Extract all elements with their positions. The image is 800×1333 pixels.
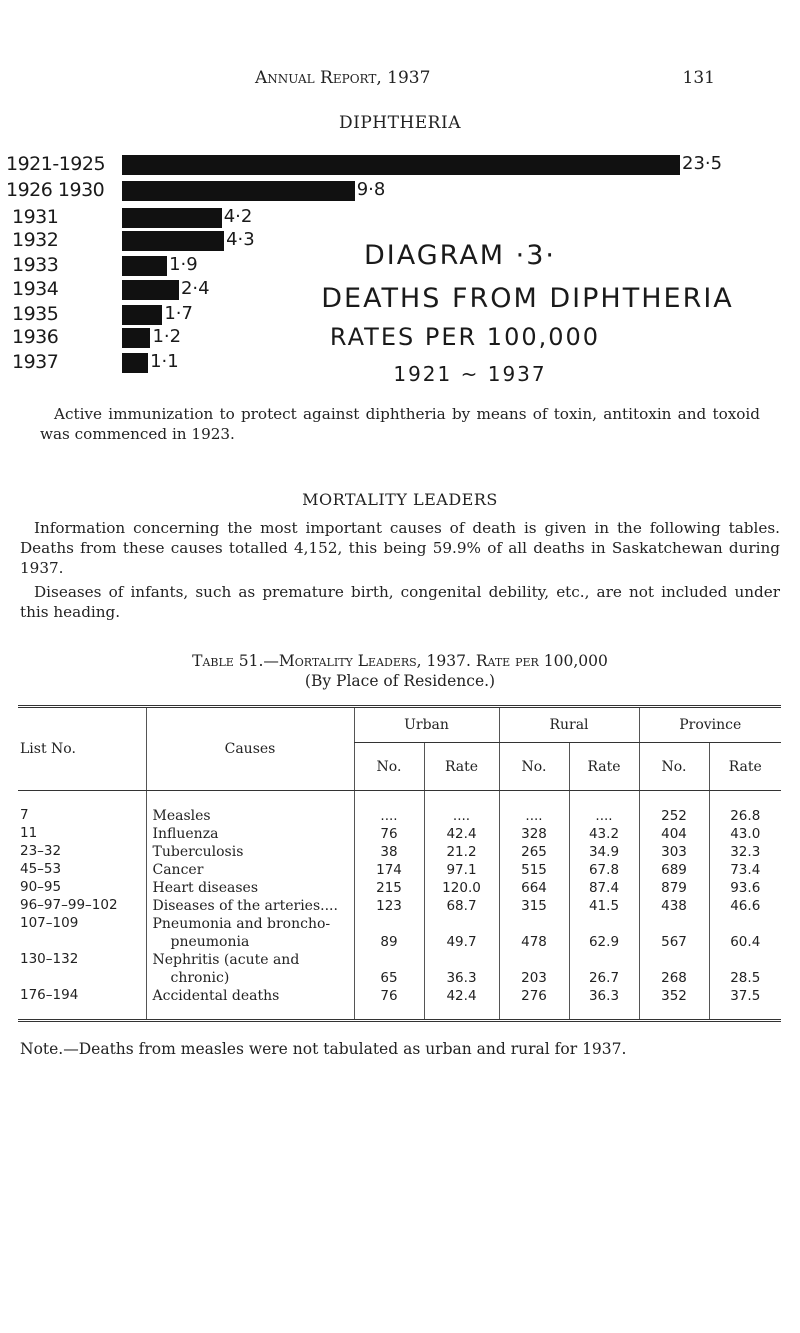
col-province-no: No. xyxy=(639,743,709,791)
value-r-no: 664 xyxy=(499,879,569,897)
cause-cell xyxy=(146,861,354,879)
cause-cell xyxy=(146,951,354,987)
diagram-subtitle: DEATHS FROM DIPHTHERIA xyxy=(321,283,734,314)
table-row xyxy=(18,951,781,987)
value-r-rate: 34.9 xyxy=(569,843,639,861)
value-u-no: 38 xyxy=(354,843,424,861)
cause-cell xyxy=(146,915,354,951)
cause-cell xyxy=(146,791,354,826)
cause-text: Heart diseases xyxy=(152,880,259,896)
table-row xyxy=(18,897,781,915)
section-title: DIPHTHERIA xyxy=(339,113,461,133)
value-p-rate: 37.5 xyxy=(709,987,781,1021)
value-r-no: 328 xyxy=(499,825,569,843)
diagram-bar xyxy=(122,208,222,228)
table-row xyxy=(18,825,781,843)
value-u-rate: 36.3 xyxy=(424,951,499,987)
diagram-title: DIAGRAM ·3· xyxy=(363,240,557,271)
diagram-year-label: 1937 xyxy=(12,351,59,373)
cause-text: Measles xyxy=(152,808,211,824)
diagram-bar xyxy=(122,231,224,251)
diagram-bar xyxy=(122,328,150,348)
list-number: 90–95 xyxy=(20,879,62,895)
value-p-rate: 60.4 xyxy=(709,915,781,951)
value-u-no: 65 xyxy=(354,951,424,987)
col-urban-no: No. xyxy=(354,743,424,791)
value-p-rate: 28.5 xyxy=(709,951,781,987)
page-header xyxy=(75,68,715,98)
list-number: 176–194 xyxy=(18,987,146,1021)
table-row xyxy=(18,915,781,951)
table-row xyxy=(18,843,781,861)
diagram-rates-label: RATES PER 100,000 xyxy=(329,323,601,351)
cause-text: Tuberculosis xyxy=(152,844,244,860)
value-p-no: 438 xyxy=(639,897,709,915)
value-r-rate: 43.2 xyxy=(569,825,639,843)
value-u-rate: .... xyxy=(424,791,499,826)
value-r-rate: 67.8 xyxy=(569,861,639,879)
value-p-no: 404 xyxy=(639,825,709,843)
diagram-value-label: 1·1 xyxy=(150,351,179,372)
cause-cell xyxy=(146,825,354,843)
value-r-no: 276 xyxy=(499,987,569,1021)
diagram-year-label: 1933 xyxy=(12,254,59,276)
diagram-value-label: 9·8 xyxy=(356,179,386,200)
value-r-rate: 26.7 xyxy=(569,951,639,987)
value-r-rate: 62.9 xyxy=(569,915,639,951)
diagram-year-label: 1934 xyxy=(12,278,59,300)
diagram-value-label: 4·2 xyxy=(223,206,253,227)
value-r-no: 315 xyxy=(499,897,569,915)
immunization-paragraph: Active immunization to protect against diphtheria by means of toxin, antitoxin and toxoid was commenced in 1923. xyxy=(40,405,760,443)
list-number: 130–132 xyxy=(20,951,79,967)
list-number: 23–32 xyxy=(20,843,62,859)
value-u-no: 89 xyxy=(354,915,424,951)
value-r-no: 478 xyxy=(499,915,569,951)
value-u-rate: 49.7 xyxy=(424,915,499,951)
value-p-no: 268 xyxy=(639,951,709,987)
list-number: 11 xyxy=(20,825,38,841)
diagram-bar xyxy=(122,155,680,175)
diagram-value-label: 1·7 xyxy=(164,303,193,324)
cause-text: Accidental deaths xyxy=(152,988,280,1004)
diagram-year-label: 1921-1925 xyxy=(6,153,106,175)
diagram-bar xyxy=(122,305,162,325)
mortality-heading: MORTALITY LEADERS xyxy=(302,490,498,509)
col-group-rural: Rural xyxy=(499,707,639,743)
mortality-paragraph-2: Diseases of infants, such as premature birth, congenital debility, etc., are not included under this heading. xyxy=(20,583,780,621)
diagram-bar xyxy=(122,353,148,373)
table-note xyxy=(20,1040,626,1058)
value-p-no: 352 xyxy=(639,987,709,1021)
col-list-no: List No. xyxy=(18,707,146,791)
diagram-value-label: 2·4 xyxy=(180,278,210,299)
value-p-no: 879 xyxy=(639,879,709,897)
value-p-no: 567 xyxy=(639,915,709,951)
diagram-year-label: 1932 xyxy=(12,229,59,251)
value-p-rate: 43.0 xyxy=(709,825,781,843)
col-province-rate: Rate xyxy=(709,743,781,791)
cause-cell xyxy=(146,843,354,861)
diagram-bar xyxy=(122,256,167,276)
value-u-rate: 120.0 xyxy=(424,879,499,897)
diagram-years-label: 1921 ~ 1937 xyxy=(393,362,547,386)
cause-text: Pneumonia and broncho- xyxy=(152,916,331,932)
value-u-no: 123 xyxy=(354,897,424,915)
mortality-paragraph-1: Information concerning the most important causes of death is given in the following tables. Deaths from these causes totalled 4,152, this being 59.9% of all deaths in Saskatchewan during 1937. xyxy=(20,519,780,577)
value-p-rate: 26.8 xyxy=(709,791,781,826)
table-row xyxy=(18,987,781,1021)
mortality-table xyxy=(18,705,781,1022)
list-number: 107–109 xyxy=(20,915,79,931)
col-urban-rate: Rate xyxy=(424,743,499,791)
diagram-bar xyxy=(122,181,355,201)
value-r-no: 203 xyxy=(499,951,569,987)
diagram-value-label: 1·2 xyxy=(152,326,182,347)
diphtheria-diagram xyxy=(0,155,800,395)
value-u-no: 174 xyxy=(354,861,424,879)
diagram-value-label: 4·3 xyxy=(226,229,255,250)
col-group-province: Province xyxy=(639,707,781,743)
col-causes: Causes xyxy=(146,707,354,791)
value-u-rate: 97.1 xyxy=(424,861,499,879)
value-u-no: .... xyxy=(354,791,424,826)
value-p-no: 252 xyxy=(639,791,709,826)
value-r-rate: 36.3 xyxy=(569,987,639,1021)
value-u-rate: 68.7 xyxy=(424,897,499,915)
diagram-year-label: 1936 xyxy=(12,326,59,348)
table-row xyxy=(18,791,781,826)
col-rural-no: No. xyxy=(499,743,569,791)
cause-text: Diseases of the arteries.... xyxy=(152,898,338,914)
value-r-no: 515 xyxy=(499,861,569,879)
value-r-no: 265 xyxy=(499,843,569,861)
value-u-rate: 42.4 xyxy=(424,825,499,843)
value-r-rate: 87.4 xyxy=(569,879,639,897)
cause-text: chronic) xyxy=(170,970,230,986)
value-p-rate: 46.6 xyxy=(709,897,781,915)
cause-text: Cancer xyxy=(152,862,204,878)
table-row xyxy=(18,861,781,879)
cause-text: Nephritis (acute and xyxy=(152,952,300,968)
page-number: 131 xyxy=(682,68,715,88)
cause-cell xyxy=(146,879,354,897)
table-subcaption: (By Place of Residence.) xyxy=(304,672,496,690)
value-u-no: 76 xyxy=(354,825,424,843)
diagram-bar xyxy=(122,280,179,300)
col-group-urban: Urban xyxy=(354,707,499,743)
cause-text: pneumonia xyxy=(170,934,250,950)
cause-text: Influenza xyxy=(152,826,219,842)
value-r-rate: .... xyxy=(569,791,639,826)
table-caption: Table 51.—Mortality Leaders, 1937. Rate per 100,000 xyxy=(192,652,608,670)
list-number: 96–97–99–102 xyxy=(20,897,118,913)
running-title: Annual Report, 1937 xyxy=(255,68,431,88)
value-p-rate: 93.6 xyxy=(709,879,781,897)
note-text: Note.—Deaths from measles were not tabulated as urban and rural for 1937. xyxy=(20,1040,627,1058)
cause-cell xyxy=(146,897,354,915)
value-u-no: 215 xyxy=(354,879,424,897)
diagram-year-label: 1935 xyxy=(12,303,59,325)
table-row xyxy=(18,879,781,897)
diagram-year-label: 1926 1930 xyxy=(6,179,105,201)
value-p-rate: 73.4 xyxy=(709,861,781,879)
col-rural-rate: Rate xyxy=(569,743,639,791)
value-r-rate: 41.5 xyxy=(569,897,639,915)
value-p-rate: 32.3 xyxy=(709,843,781,861)
diagram-value-label: 23·5 xyxy=(682,153,723,174)
value-p-no: 689 xyxy=(639,861,709,879)
value-u-no: 76 xyxy=(354,987,424,1021)
diagram-value-label: 1·9 xyxy=(169,254,198,275)
value-r-no: .... xyxy=(499,791,569,826)
value-p-no: 303 xyxy=(639,843,709,861)
diagram-year-label: 1931 xyxy=(12,206,59,228)
value-u-rate: 21.2 xyxy=(424,843,499,861)
list-number: 45–53 xyxy=(20,861,62,877)
value-u-rate: 42.4 xyxy=(424,987,499,1021)
list-number: 7 xyxy=(20,807,29,823)
cause-cell xyxy=(146,987,354,1021)
